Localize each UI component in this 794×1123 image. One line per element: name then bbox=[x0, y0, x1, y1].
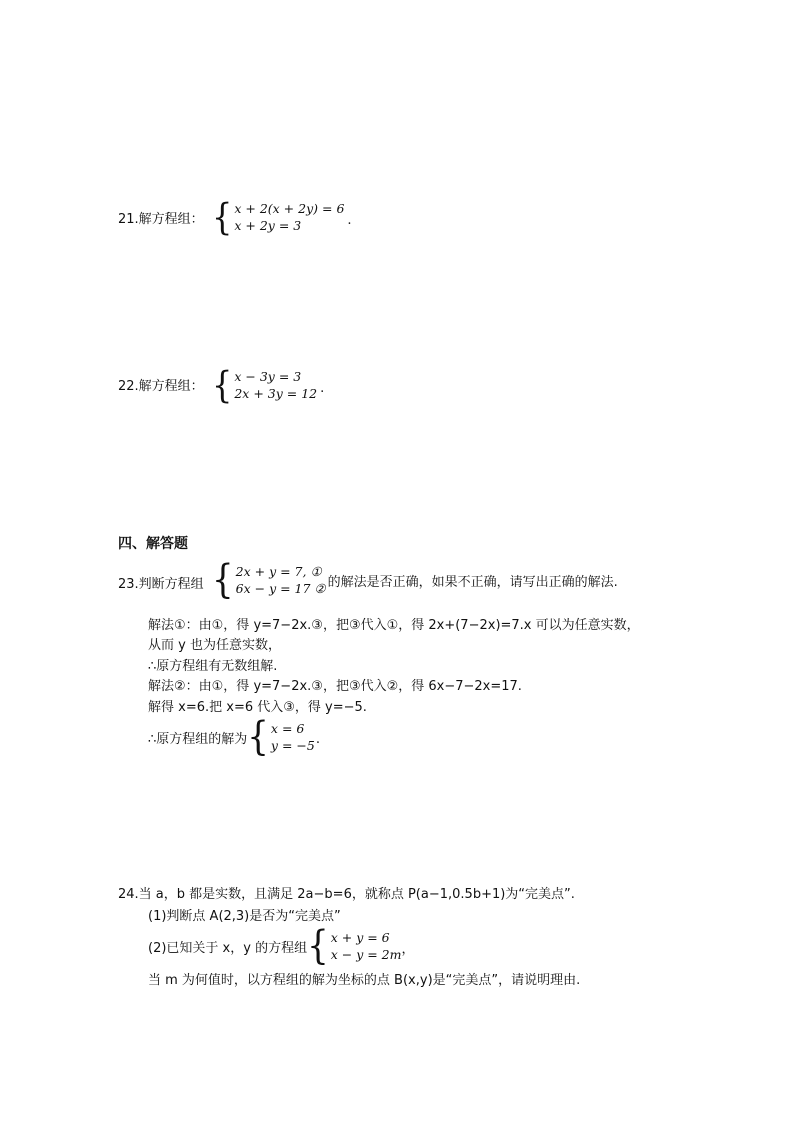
q23-equation-1: 2x + y = 7, ① bbox=[235, 564, 322, 579]
q23-solution-x: x = 6 bbox=[270, 721, 305, 736]
q23-question-tail: 的解法是否正确，如果不正确，请写出正确的解法. bbox=[327, 574, 618, 590]
q21-label: 21.解方程组： bbox=[118, 212, 204, 227]
q23-solution bbox=[148, 714, 320, 760]
q22-equation-system bbox=[212, 363, 325, 407]
q22-period: . bbox=[320, 380, 325, 396]
brace-icon: { bbox=[247, 714, 269, 760]
q24-line-3: (2)已知关于 x，y 的方程组 bbox=[148, 940, 308, 956]
q24-equation-system bbox=[148, 923, 415, 969]
q24-line-1: 24.当 a，b 都是实数，且满足 2a−b=6，就称点 P(a−1,0.5b+1)为“完美点”. bbox=[118, 887, 575, 902]
q24-line-4: 当 m 为何值时，以方程组的解为坐标的点 B(x,y)是“完美点”，请说明理由. bbox=[148, 973, 581, 988]
q24-line-2: (1)判断点 A(2,3)是否为“完美点” bbox=[148, 909, 341, 924]
q21-equation-system bbox=[212, 195, 352, 239]
q21-period: . bbox=[347, 212, 352, 228]
brace-icon: { bbox=[212, 195, 233, 239]
q22-label: 22.解方程组： bbox=[118, 379, 204, 394]
q23-line-4: 解法②：由①，得 y=7−2x.③，把③代入②，得 6x−7−2x=17. bbox=[148, 679, 522, 694]
q24-comma: ， bbox=[401, 941, 415, 957]
q23-line-2: 从而 y 也为任意实数， bbox=[148, 638, 281, 653]
q22-equation-1: x − 3y = 3 bbox=[234, 369, 302, 384]
q24-equation-2: x − y = 2m bbox=[330, 947, 402, 962]
q23-line-6: ∴原方程组的解为 bbox=[148, 731, 248, 747]
brace-icon: { bbox=[307, 923, 329, 969]
q23-equation-2: 6x − y = 17 ② bbox=[235, 581, 326, 596]
q23-line-1: 解法①：由①，得 y=7−2x.③，把③代入①，得 2x+(7−2x)=7.x 可以为任意实数， bbox=[148, 618, 640, 633]
brace-icon: { bbox=[212, 557, 234, 603]
q23-equation-system bbox=[212, 557, 618, 603]
section-title: 四、解答题 bbox=[118, 536, 188, 552]
q23-solution-y: y = −5 bbox=[270, 738, 315, 753]
q23-line-3: ∴原方程组有无数组解. bbox=[148, 659, 278, 674]
q23-line-5: 解得 x=6.把 x=6 代入③，得 y=−5. bbox=[148, 700, 367, 715]
q24-equation-1: x + y = 6 bbox=[330, 930, 390, 945]
q23-period: . bbox=[315, 731, 320, 747]
q21-equation-1: x + 2(x + 2y) = 6 bbox=[234, 201, 345, 216]
q22-equation-2: 2x + 3y = 12 bbox=[234, 386, 318, 401]
brace-icon: { bbox=[212, 363, 233, 407]
q21-equation-2: x + 2y = 3 bbox=[234, 218, 302, 233]
q23-label: 23.判断方程组 bbox=[118, 577, 204, 592]
